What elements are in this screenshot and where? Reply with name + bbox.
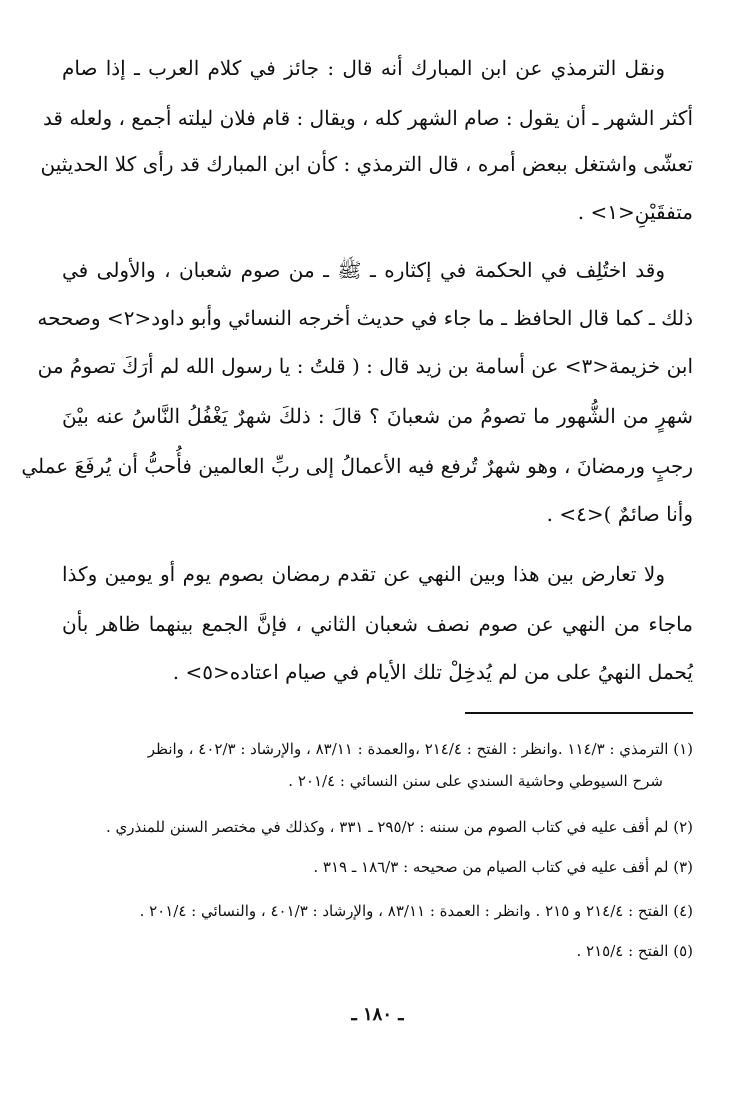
body-line: وقد اختُلِف في الحكمة في إكثاره ـ ﷺ ـ من صوم شعبان ، والأولى في (62, 258, 665, 282)
body-line: وأنا صائمٌ )<٤> . (546, 502, 693, 526)
body-line: ذلك ـ كما قال الحافظ ـ ما جاء في حديث أخرجه النسائي وأبو داود<٢> وصححه (37, 306, 693, 330)
footnote-1-continued: شرح السيوطي وحاشية السندي على سنن النسائي : ٢٠١/٤ . (288, 772, 663, 790)
footnote-4: (٤) الفتح : ٢١٤/٤ و ٢١٥ . وانظر : العمدة : ٨٣/١١ ، والإرشاد : ٤٠١/٣ ، والنسائي : ٢٠١/٤ . (139, 902, 693, 920)
body-line: ماجاء من النهي عن صوم نصف شعبان الثاني ، فإنَّ الجمع بينهما ظاهر بأن (62, 612, 693, 636)
footnote-2: (٢) لم أقف عليه في كتاب الصوم من سننه : ٢٩٥/٢ ـ ٣٣١ ، وكذلك في مختصر السنن للمنذري . (105, 818, 693, 836)
footnote-separator (465, 712, 693, 714)
footnote-1: (١) الترمذي : ١١٤/٣ .وانظر : الفتح : ٢١٤/٤ ،والعمدة : ٨٣/١١ ، والإرشاد : ٤٠٢/٣ ، وانظر (147, 740, 693, 758)
body-line: رجبٍ ورمضانَ ، وهو شهرٌ تُرفع فيه الأعمالُ إلى ربِّ العالمين فأُحبُّ أن يُرفَعَ عملي (21, 454, 693, 478)
body-line: ونقل الترمذي عن ابن المبارك أنه قال : جائز في كلام العرب ـ إذا صام (62, 56, 665, 80)
footnote-3: (٣) لم أقف عليه في كتاب الصيام من صحيحه : ١٨٦/٣ ـ ٣١٩ . (313, 858, 693, 876)
body-line: شهرٍ من الشُّهور ما تصومُ من شعبانَ ؟ قالَ : ذلكَ شهرٌ يَغْفُلُ النَّاسُ عنه بيْنَ (62, 404, 693, 428)
body-line: يُحمل النهيُ على من لم يُدخِلْ تلك الأيام في صيام اعتاده<٥> . (172, 660, 693, 684)
body-line: أكثر الشهر ـ أن يقول : صام الشهر كله ، ويقال : قام فلان ليلته أجمع ، ولعله قد (42, 106, 693, 130)
footnote-5: (٥) الفتح : ٢١٥/٤ . (576, 942, 693, 960)
body-line: ولا تعارض بين هذا وبين النهي عن تقدم رمضان بصوم يوم أو يومين وكذا (62, 562, 665, 586)
page-number: ـ ١٨٠ ـ (351, 1004, 404, 1025)
body-line: متفقَيْنِ<١> . (577, 200, 693, 224)
body-line: ابن خزيمة<٣> عن أسامة بن زيد قال : ( قلتُ : يا رسول الله لم أرَكَ تصومُ من (37, 354, 693, 378)
body-line: تعشّى واشتغل ببعض أمره ، قال الترمذي : كأن ابن المبارك قد رأى كلا الحديثين (40, 152, 693, 176)
